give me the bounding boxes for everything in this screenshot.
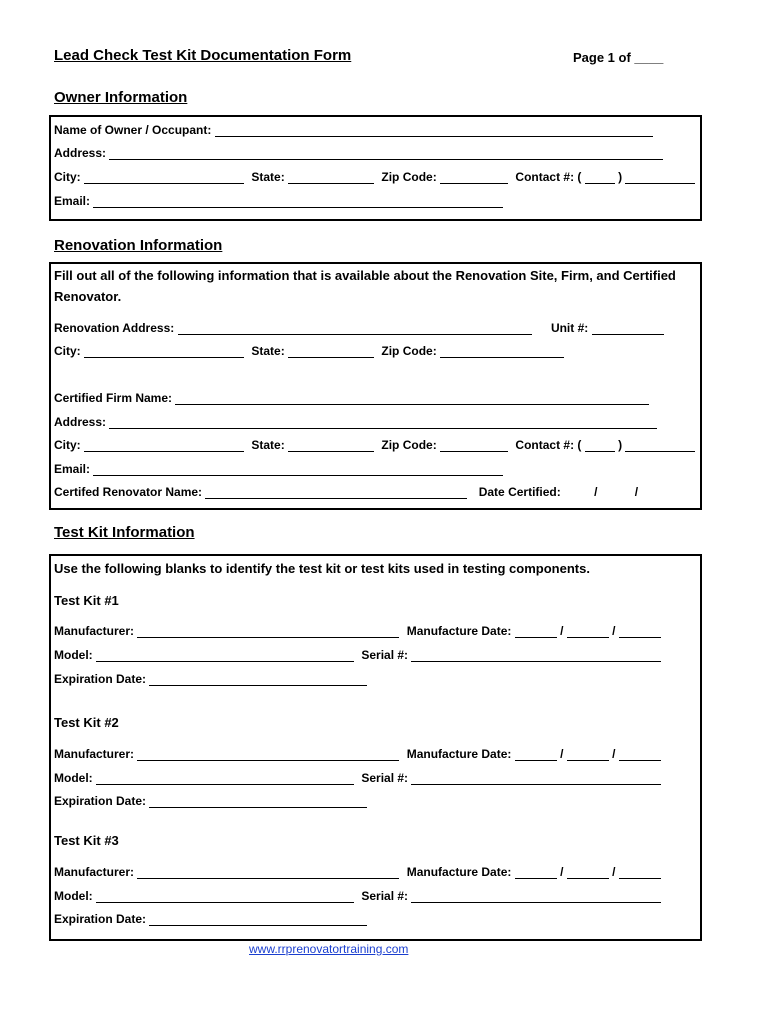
owner-zip-label: Zip Code: [381, 170, 437, 184]
firm-state-field[interactable] [288, 438, 374, 452]
owner-email-label: Email: [54, 194, 91, 208]
footer-website-link[interactable]: www.rrprenovatortraining.com [249, 942, 409, 956]
kit3-expiration-label: Expiration Date: [54, 912, 147, 926]
renovation-zip-field[interactable] [440, 344, 564, 358]
kit1-manufacturer-row [54, 624, 661, 640]
renovation-address-row [54, 321, 664, 337]
firm-state-label: State: [251, 438, 285, 452]
firm-address-label: Address: [54, 415, 107, 429]
owner-zip-field[interactable] [440, 170, 508, 184]
kit3-manufacturer-row [54, 865, 661, 881]
kit3-mfg-date-label: Manufacture Date: [406, 865, 512, 879]
firm-address-row [54, 415, 657, 431]
renovator-name-label: Certifed Renovator Name: [54, 485, 203, 499]
testkit-intro: Use the following blanks to identify the test kit or test kits used in testing components. [54, 561, 590, 576]
kit1-expiration-label: Expiration Date: [54, 672, 147, 686]
kit2-title: Test Kit #2 [54, 715, 119, 730]
kit1-model-label: Model: [54, 648, 93, 662]
kit3-serial-field[interactable] [411, 889, 661, 903]
firm-name-label: Certified Firm Name: [54, 391, 173, 405]
kit2-mfg-day-field[interactable] [567, 747, 609, 761]
owner-name-label: Name of Owner / Occupant: [54, 123, 212, 137]
owner-name-row [54, 123, 653, 139]
firm-contact-area-field[interactable] [585, 438, 615, 452]
renovation-intro: Fill out all of the following information that is available about the Renovation Site, Firm, and Certified Renovator. [54, 268, 676, 304]
kit1-serial-label: Serial #: [361, 648, 409, 662]
date-certified-sep-2: / [634, 485, 639, 499]
owner-city-label: City: [54, 170, 81, 184]
renovation-zip-label: Zip Code: [381, 344, 437, 358]
kit1-mfg-day-field[interactable] [567, 624, 609, 638]
kit1-model-row [54, 648, 661, 664]
kit1-serial-field[interactable] [411, 648, 661, 662]
kit3-expiration-row [54, 912, 367, 928]
renovation-heading: Renovation Information [54, 237, 223, 254]
kit1-manufacturer-field[interactable] [137, 624, 399, 638]
kit3-expiration-field[interactable] [149, 912, 367, 926]
renovation-address-label: Renovation Address: [54, 321, 175, 335]
renovation-city-field[interactable] [84, 344, 244, 358]
form-title: Lead Check Test Kit Documentation Form [54, 47, 352, 64]
testkit-heading: Test Kit Information [54, 524, 195, 541]
kit3-mfg-year-field[interactable] [619, 865, 661, 879]
kit3-mfg-day-field[interactable] [567, 865, 609, 879]
owner-address-row [54, 146, 663, 162]
owner-state-label: State: [251, 170, 285, 184]
kit2-expiration-field[interactable] [149, 794, 367, 808]
firm-city-field[interactable] [84, 438, 244, 452]
kit3-date-sep-2: / [612, 865, 616, 879]
kit3-model-field[interactable] [96, 889, 354, 903]
renovation-state-field[interactable] [288, 344, 374, 358]
kit3-model-label: Model: [54, 889, 93, 903]
firm-email-label: Email: [54, 462, 91, 476]
kit1-mfg-date-label: Manufacture Date: [406, 624, 512, 638]
kit1-manufacturer-label: Manufacturer: [54, 624, 135, 638]
kit3-manufacturer-field[interactable] [137, 865, 399, 879]
kit3-title: Test Kit #3 [54, 833, 119, 848]
renovation-city-row [54, 344, 564, 360]
kit2-manufacturer-row [54, 747, 661, 763]
kit2-expiration-label: Expiration Date: [54, 794, 147, 808]
owner-contact-area-field[interactable] [585, 170, 615, 184]
kit2-serial-field[interactable] [411, 771, 661, 785]
kit2-model-field[interactable] [96, 771, 354, 785]
renovator-name-field[interactable] [205, 485, 467, 499]
kit2-manufacturer-label: Manufacturer: [54, 747, 135, 761]
kit1-date-sep-1: / [560, 624, 564, 638]
firm-city-row [54, 438, 695, 454]
kit2-model-label: Model: [54, 771, 93, 785]
renovation-city-label: City: [54, 344, 81, 358]
kit3-mfg-month-field[interactable] [515, 865, 557, 879]
owner-city-row [54, 170, 695, 186]
kit2-mfg-date-label: Manufacture Date: [406, 747, 512, 761]
firm-address-field[interactable] [109, 415, 657, 429]
owner-city-field[interactable] [84, 170, 244, 184]
firm-email-row [54, 462, 503, 478]
owner-email-row [54, 194, 503, 210]
owner-contact-field[interactable] [625, 170, 695, 184]
firm-name-row [54, 391, 649, 407]
kit1-model-field[interactable] [96, 648, 354, 662]
kit1-expiration-row [54, 672, 367, 688]
renovation-unit-label: Unit #: [550, 321, 589, 335]
kit1-expiration-field[interactable] [149, 672, 367, 686]
kit3-date-sep-1: / [560, 865, 564, 879]
firm-contact-label: Contact #: ( [515, 438, 582, 452]
kit3-serial-label: Serial #: [361, 889, 409, 903]
page-number: Page 1 of ____ [573, 50, 664, 65]
firm-zip-field[interactable] [440, 438, 508, 452]
date-certified-sep-1: / [594, 485, 598, 499]
firm-contact-field[interactable] [625, 438, 695, 452]
owner-contact-label: Contact #: ( [515, 170, 582, 184]
firm-name-field[interactable] [175, 391, 649, 405]
owner-heading: Owner Information [54, 89, 188, 106]
kit1-title: Test Kit #1 [54, 593, 119, 608]
renovation-state-label: State: [251, 344, 285, 358]
kit2-mfg-month-field[interactable] [515, 747, 557, 761]
kit2-serial-label: Serial #: [361, 771, 409, 785]
owner-contact-paren: ) [618, 170, 623, 184]
date-certified-label: Date Certified: [478, 485, 561, 499]
firm-email-field[interactable] [93, 462, 503, 476]
owner-state-field[interactable] [288, 170, 374, 184]
renovation-unit-field[interactable] [592, 321, 664, 335]
kit1-date-sep-2: / [612, 624, 616, 638]
owner-address-field[interactable] [109, 146, 663, 160]
kit2-date-sep-2: / [612, 747, 616, 761]
kit2-model-row [54, 771, 661, 787]
kit2-manufacturer-field[interactable] [137, 747, 399, 761]
renovation-address-field[interactable] [178, 321, 532, 335]
firm-city-label: City: [54, 438, 81, 452]
kit1-mfg-month-field[interactable] [515, 624, 557, 638]
owner-email-field[interactable] [93, 194, 503, 208]
kit2-mfg-year-field[interactable] [619, 747, 661, 761]
kit3-model-row [54, 889, 661, 905]
kit2-date-sep-1: / [560, 747, 564, 761]
kit2-expiration-row [54, 794, 367, 810]
kit3-manufacturer-label: Manufacturer: [54, 865, 135, 879]
firm-zip-label: Zip Code: [381, 438, 437, 452]
renovator-row [54, 485, 638, 501]
kit1-mfg-year-field[interactable] [619, 624, 661, 638]
owner-name-field[interactable] [215, 123, 653, 137]
firm-contact-paren: ) [618, 438, 623, 452]
owner-address-label: Address: [54, 146, 107, 160]
